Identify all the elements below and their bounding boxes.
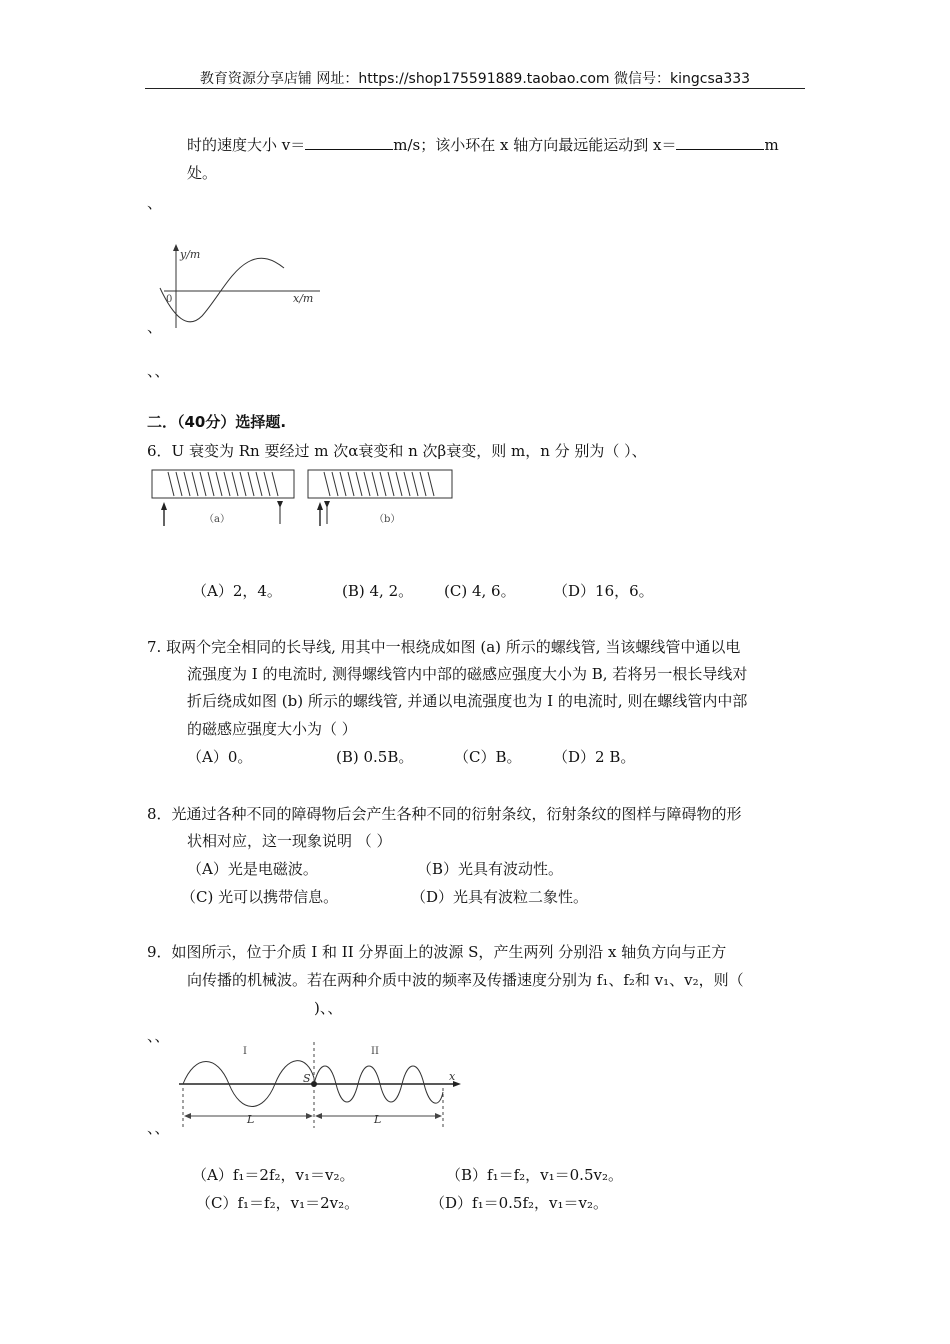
q9-option-a: （A）f₁＝2f₂，v₁＝v₂。 [192, 1166, 355, 1184]
q9-option-b: （B）f₁＝f₂，v₁＝0.5v₂。 [446, 1166, 623, 1184]
q7-line3: 折后绕成如图 (b) 所示的螺线管, 并通以电流强度也为 I 的电流时, 则在螺线管内中部 [187, 692, 748, 710]
stray-mark-2: 、 [147, 318, 163, 336]
q9-option-d: （D）f₁＝0.5f₂，v₁＝v₂。 [430, 1194, 608, 1212]
q7-option-c: （C）B。 [454, 748, 522, 766]
length-label-1: L [247, 1113, 255, 1126]
fig-b-label: （b） [374, 514, 401, 525]
q7-line4: 的磁感应强度大小为（ ） [187, 720, 357, 738]
graph1-origin: 0 [166, 294, 173, 305]
stray-mark-3: 、、 [147, 362, 170, 380]
page-header: 教育资源分享店铺 网址：https://shop175591889.taobao.com 微信号：kingcsa333 [199, 71, 751, 87]
q7-option-b: (B) 0.5B。 [336, 748, 414, 766]
q5-text-b: m/s；该小环在 x 轴方向最远能运动到 x＝ [393, 136, 677, 154]
q5-blank-v [305, 135, 393, 150]
q7-line1: 7. 取两个完全相同的长导线, 用其中一根绕成如图 (a) 所示的螺线管, 当该螺线管中通以电 [147, 638, 741, 656]
stray-mark-4: 、、 [147, 1027, 170, 1045]
wave-graph-1 [150, 240, 330, 335]
q8-option-a: （A）光是电磁波。 [187, 860, 318, 878]
q9-line2: 向传播的机械波。若在两种介质中波的频率及传播速度分别为 f₁、f₂和 v₁、v₂，则（ [187, 971, 744, 989]
q5-text-a: 时的速度大小 v＝ [187, 136, 306, 154]
q5-line2: 处。 [187, 164, 218, 182]
q8-line1: 8．光通过各种不同的障碍物后会产生各种不同的衍射条纹，衍射条纹的图样与障碍物的形 [147, 805, 742, 823]
q7-line2: 流强度为 I 的电流时, 测得螺线管内中部的磁感应强度大小为 B, 若将另一根长导线对 [187, 665, 748, 683]
medium-ii-label: II [371, 1046, 379, 1057]
stray-mark-1: 、 [147, 194, 163, 212]
graph1-xlabel: x/m [293, 292, 314, 305]
q5-text-c: m [764, 136, 779, 154]
x-axis-label: x [449, 1070, 456, 1083]
q8-option-c: （C) 光可以携带信息。 [181, 888, 339, 906]
q6-stem: 6．U 衰变为 Rn 要经过 m 次α衰变和 n 次β衰变，则 m，n 分 别为（ ）、 [147, 442, 647, 460]
q7-option-d: （D）2 B。 [553, 748, 636, 766]
q6-option-a: （A）2，4。 [192, 582, 282, 600]
graph1-ylabel: y/m [180, 248, 201, 261]
q6-option-b: (B) 4, 2。 [342, 582, 414, 600]
stray-mark-5: 、、 [147, 1119, 170, 1137]
medium-i-label: I [243, 1046, 247, 1057]
solenoid-figure [148, 466, 458, 532]
q9-line1: 9．如图所示，位于介质 I 和 II 分界面上的波源 S，产生两列 分别沿 x 轴负方向与正方 [147, 943, 727, 961]
q5-blank-x [676, 135, 764, 150]
length-label-2: L [374, 1113, 382, 1126]
q9-line3: )、、 [314, 999, 343, 1017]
q8-option-d: （D）光具有波粒二象性。 [411, 888, 589, 906]
source-label: S [303, 1072, 311, 1085]
q6-option-c: (C) 4, 6。 [444, 582, 516, 600]
fig-a-label: （a） [204, 514, 230, 525]
header-rule [145, 88, 805, 89]
q8-line2: 状相对应，这一现象说明 （ ） [187, 832, 392, 850]
q7-option-a: （A）0。 [187, 748, 253, 766]
q9-option-c: （C）f₁＝f₂，v₁＝2v₂。 [196, 1194, 360, 1212]
section-title: 二．（40分）选择题. [147, 413, 287, 431]
q6-option-d: （D）16，6。 [553, 582, 654, 600]
wave-interface-figure [175, 1040, 470, 1130]
q5-line1 [187, 134, 779, 155]
q8-option-b: （B）光具有波动性。 [417, 860, 564, 878]
